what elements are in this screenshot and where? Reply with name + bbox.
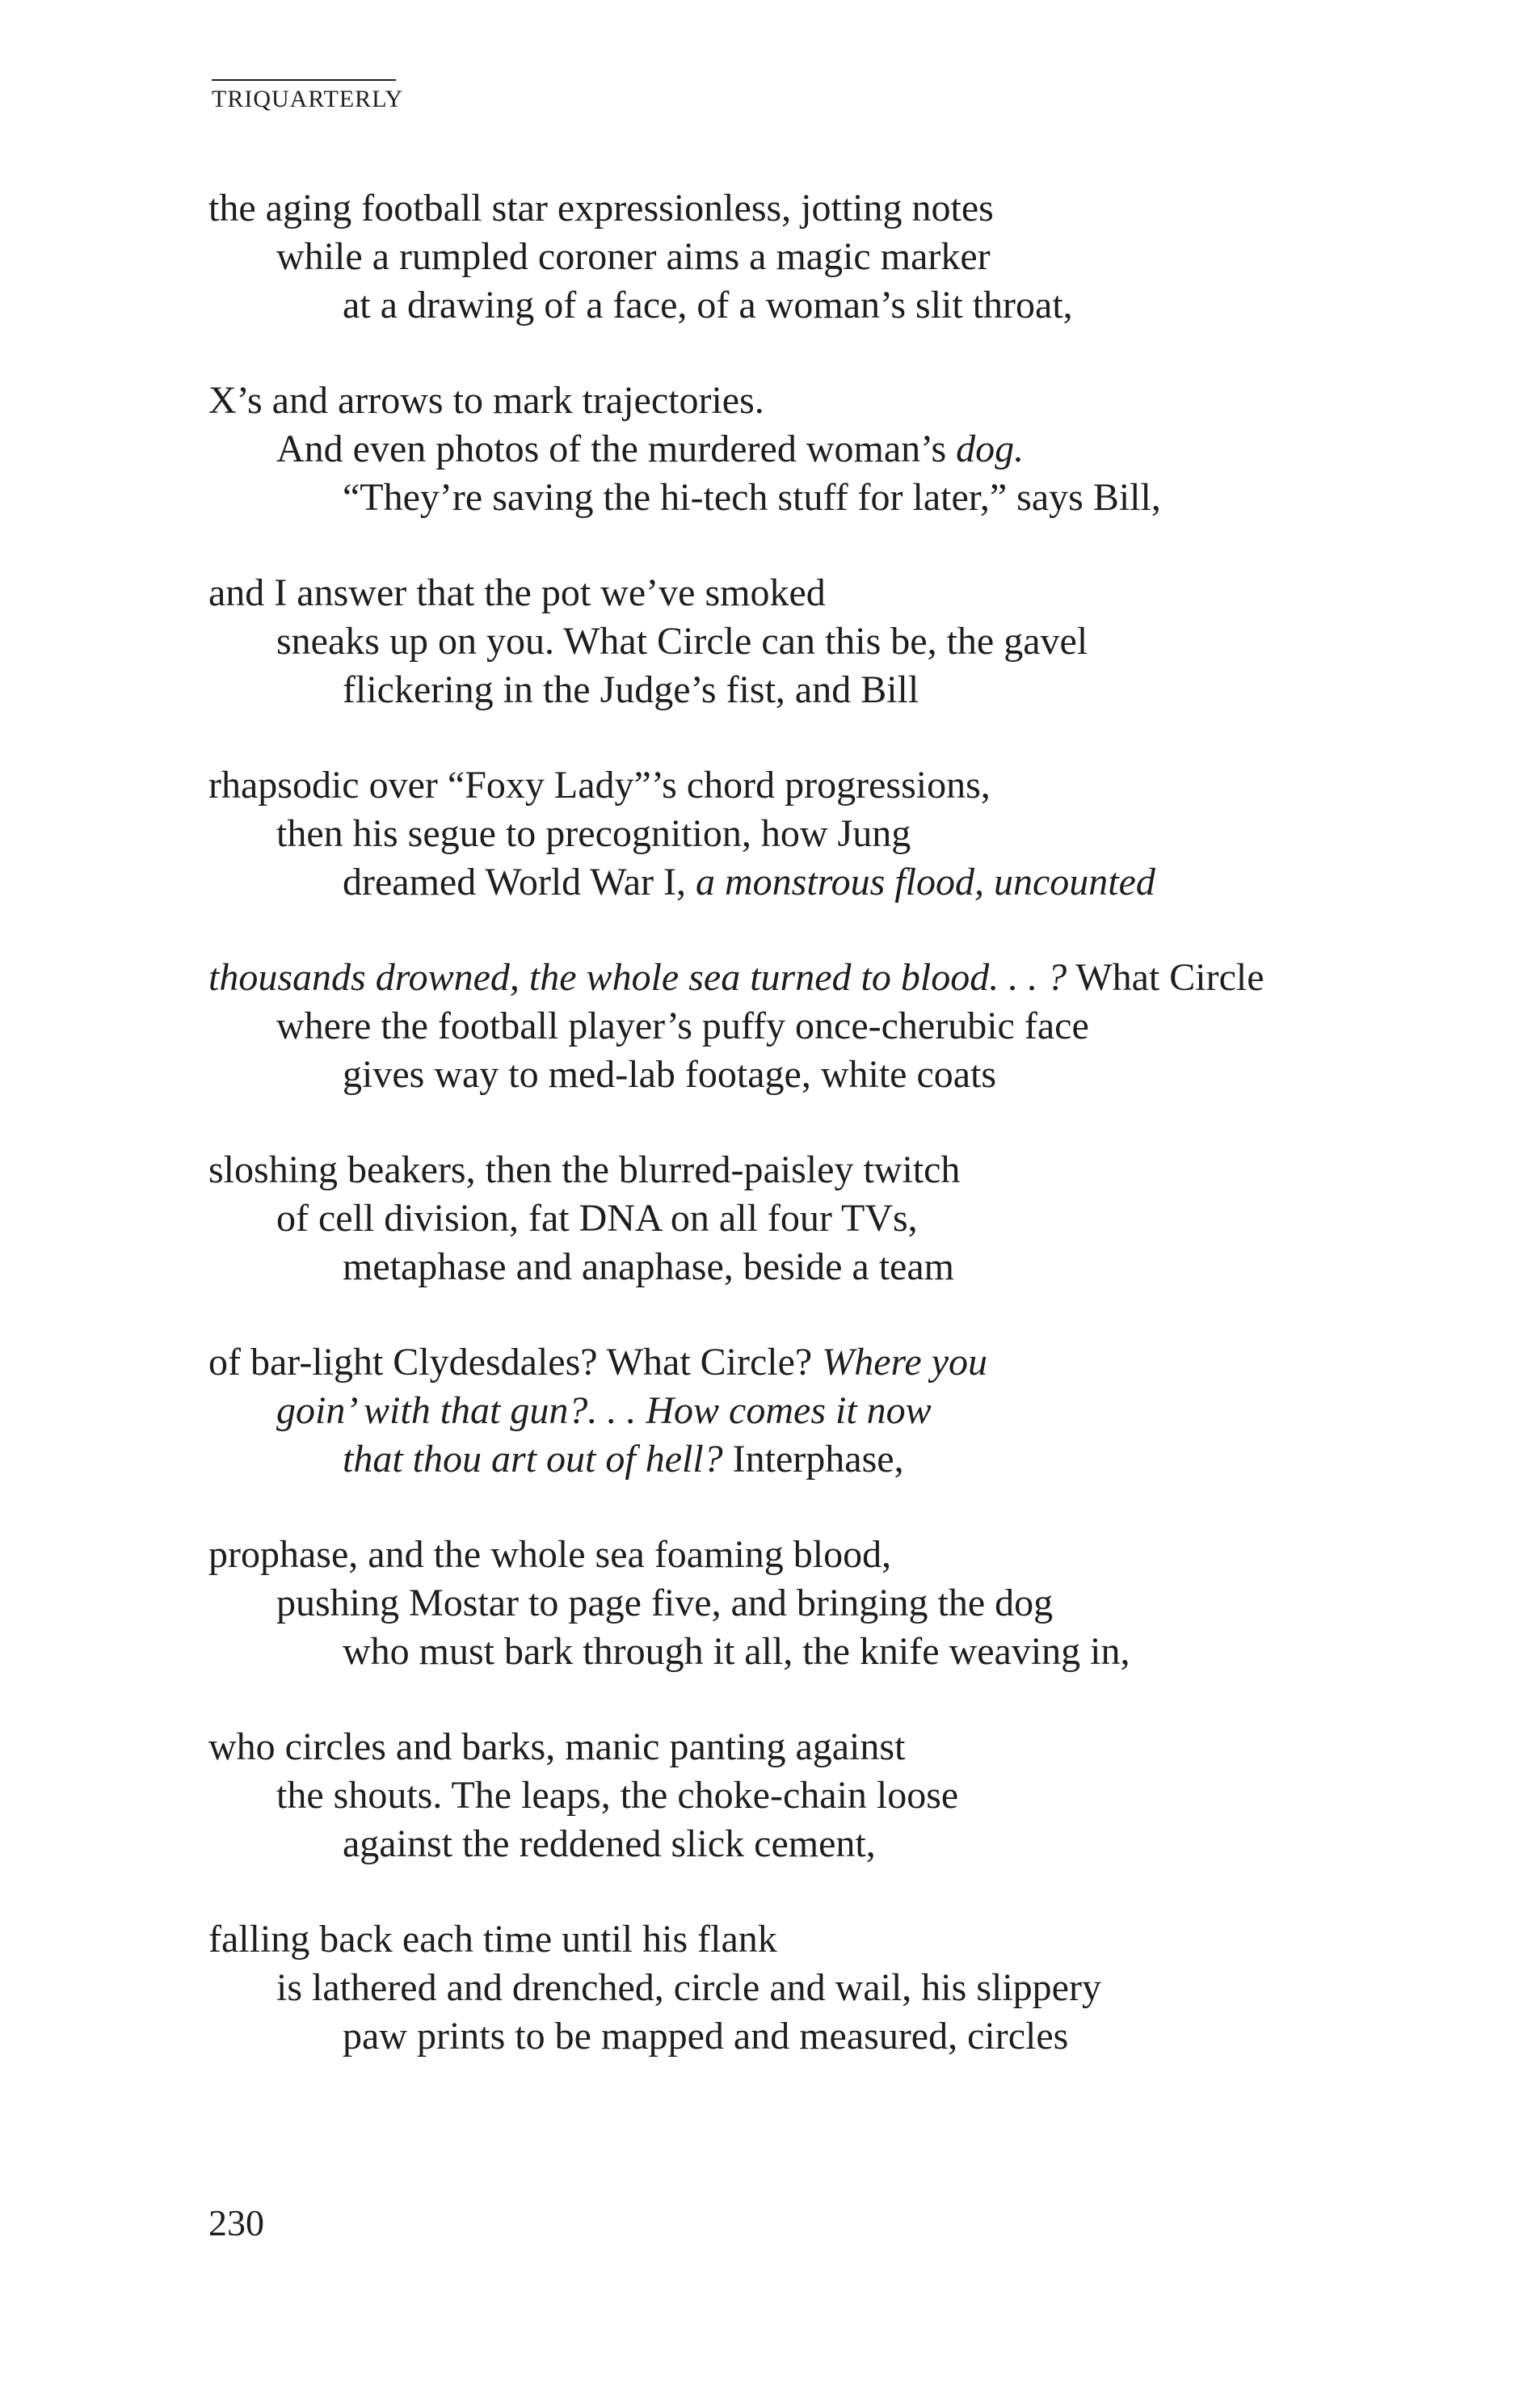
- poem-line: [208, 1387, 1420, 1435]
- poem-line: [208, 617, 1420, 666]
- line-text: dreamed World War I,: [343, 861, 696, 904]
- line-text: Interphase,: [722, 1438, 904, 1481]
- line-text: gives way to med-lab footage, white coats: [343, 1053, 997, 1096]
- poem-body: [208, 184, 1420, 2108]
- line-text: then his segue to precognition, how Jung: [276, 812, 911, 855]
- italic-text: thousands drowned, the whole sea turned to blood. . . ?: [208, 956, 1067, 999]
- line-text: prophase, and the whole sea foaming blood,: [208, 1533, 892, 1576]
- poem-line: [208, 1820, 1420, 1868]
- poem-line: [208, 1915, 1420, 1964]
- line-text: “They’re saving the hi-tech stuff for later,” says Bill,: [343, 476, 1161, 519]
- italic-text: dog.: [956, 428, 1025, 470]
- line-text: pushing Mostar to page five, and bringing the dog: [276, 1582, 1054, 1624]
- line-text: and I answer that the pot we’ve smoked: [208, 571, 826, 614]
- poem-line: [208, 1579, 1420, 1628]
- poem-line: [208, 569, 1420, 617]
- poem-line: [208, 1194, 1420, 1243]
- poem-line: [208, 184, 1420, 233]
- poem-line: [208, 1435, 1420, 1484]
- poem-line: [208, 666, 1420, 714]
- line-text: is lathered and drenched, circle and wail, his slippery: [276, 1966, 1101, 2009]
- stanza: [208, 1146, 1420, 1291]
- poem-line: [208, 1964, 1420, 2012]
- poem-line: [208, 1723, 1420, 1771]
- poem-line: [208, 1146, 1420, 1194]
- stanza: [208, 1531, 1420, 1676]
- poem-line: [208, 810, 1420, 858]
- line-text: against the reddened slick cement,: [343, 1822, 876, 1865]
- poem-line: [208, 1338, 1420, 1387]
- line-text: paw prints to be mapped and measured, circles: [343, 2015, 1069, 2058]
- poem-line: [208, 1051, 1420, 1099]
- line-text: rhapsodic over “Foxy Lady”’s chord progressions,: [208, 764, 991, 807]
- line-text: the shouts. The leaps, the choke-chain loose: [276, 1774, 959, 1817]
- italic-text: a monstrous flood, uncounted: [696, 861, 1155, 904]
- stanza: [208, 1723, 1420, 1868]
- poem-line: [208, 1771, 1420, 1820]
- line-text: And even photos of the murdered woman’s: [276, 428, 957, 470]
- italic-text: goin’ with that gun?. . . How comes it now: [276, 1389, 932, 1432]
- line-text: X’s and arrows to mark trajectories.: [208, 379, 764, 422]
- poem-line: [208, 377, 1420, 425]
- poem-line: [208, 761, 1420, 810]
- page-number: 230: [208, 2202, 264, 2243]
- poem-line: [208, 281, 1420, 330]
- line-text: sloshing beakers, then the blurred-paisley twitch: [208, 1148, 961, 1191]
- poem-line: [208, 1243, 1420, 1291]
- line-text: What Circle: [1067, 956, 1264, 999]
- stanza: [208, 954, 1420, 1099]
- line-text: flickering in the Judge’s fist, and Bill: [343, 668, 919, 711]
- italic-text: that thou art out of hell?: [343, 1438, 723, 1481]
- stanza: [208, 1915, 1420, 2061]
- line-text: of cell division, fat DNA on all four TVs,: [276, 1197, 918, 1240]
- stanza: [208, 569, 1420, 714]
- poem-line: [208, 954, 1420, 1002]
- running-head: TRIQUARTERLY: [212, 86, 404, 112]
- line-text: while a rumpled coroner aims a magic marker: [276, 235, 991, 278]
- running-head-rule: [212, 79, 396, 81]
- poem-line: [208, 233, 1420, 281]
- line-text: of bar-light Clydesdales? What Circle?: [208, 1341, 823, 1384]
- line-text: sneaks up on you. What Circle can this be, the gavel: [276, 620, 1088, 663]
- line-text: who must bark through it all, the knife weaving in,: [343, 1630, 1130, 1673]
- line-text: at a drawing of a face, of a woman’s slit throat,: [343, 284, 1073, 326]
- stanza: [208, 377, 1420, 522]
- line-text: who circles and barks, manic panting against: [208, 1725, 906, 1768]
- stanza: [208, 761, 1420, 907]
- line-text: falling back each time until his flank: [208, 1918, 777, 1961]
- poem-line: [208, 2012, 1420, 2061]
- poem-line: [208, 858, 1420, 907]
- line-text: where the football player’s puffy once-cherubic face: [276, 1005, 1089, 1047]
- line-text: metaphase and anaphase, beside a team: [343, 1245, 954, 1288]
- poem-line: [208, 425, 1420, 474]
- poem-line: [208, 474, 1420, 522]
- italic-text: Where you: [822, 1341, 988, 1384]
- stanza: [208, 184, 1420, 330]
- line-text: the aging football star expressionless, jotting notes: [208, 187, 994, 230]
- stanza: [208, 1338, 1420, 1484]
- poem-line: [208, 1531, 1420, 1579]
- poem-line: [208, 1002, 1420, 1051]
- poem-line: [208, 1628, 1420, 1676]
